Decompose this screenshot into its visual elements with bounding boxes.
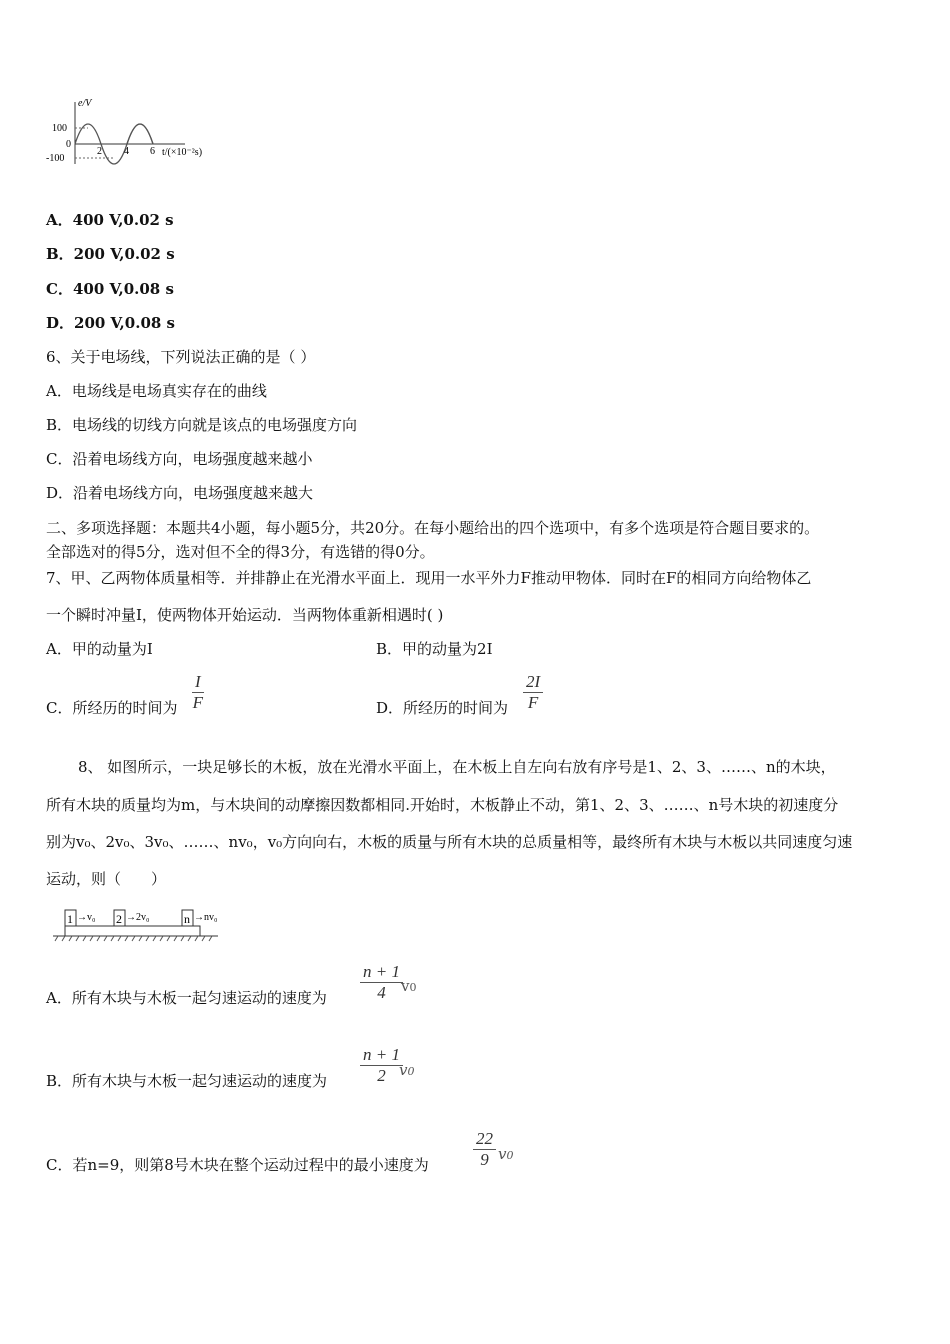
q6-option-c: C．沿着电场线方向，电场强度越来越小 — [46, 450, 313, 468]
q8-option-c: C．若n=9，则第8号木块在整个运动过程中的最小速度为 — [46, 1156, 429, 1174]
v: v — [498, 1145, 507, 1163]
emf-sine-graph — [40, 92, 240, 167]
y-axis-label: e/V — [78, 98, 92, 109]
q5-option-d: D．200 V,0.08 s — [46, 314, 175, 332]
q7-option-b: B．甲的动量为2I — [376, 640, 493, 658]
x-tick: 6 — [150, 146, 155, 157]
q8-option-b: B．所有木块与木板一起匀速运动的速度为 — [46, 1072, 328, 1090]
q7-option-a: A．甲的动量为I — [46, 640, 153, 658]
section2-heading: 二、多项选择题：本题共4小题，每小题5分，共20分。在每小题给出的四个选项中，有多个选项是符合题目要求的。 — [46, 519, 820, 537]
q8-option-a: A．所有木块与木板一起匀速运动的速度为 — [46, 989, 327, 1007]
v: v — [401, 977, 410, 995]
q5-option-c: C．400 V,0.08 s — [46, 280, 174, 298]
y-tick: 100 — [52, 123, 67, 134]
velocity-label: →2v₀ — [126, 912, 150, 923]
subscript: 0 — [506, 1149, 514, 1162]
velocity-label: →v₀ — [77, 912, 96, 923]
q8-stem-line3: 别为v₀、2v₀、3v₀、……、nv₀，v₀方向向右，木板的质量与所有木块的总质量相等，最终所有木块与木板以共同速度匀速 — [46, 833, 853, 851]
denominator: 9 — [480, 1150, 489, 1169]
velocity-label: →nv₀ — [194, 912, 218, 923]
q7-stem-line1: 7、甲、乙两物体质量相等．并排静止在光滑水平面上．现用一水平外力F推动甲物体．同时在F的相同方向给物体乙 — [46, 569, 812, 587]
q8-stem-line4: 运动，则（ ） — [46, 870, 167, 888]
section2-scoring: 全部选对的得5分，选对但不全的得3分，有选错的得0分。 — [46, 543, 435, 561]
q8-fraction-c — [473, 1129, 496, 1170]
numerator: n + 1 — [360, 962, 403, 983]
v0-symbol — [401, 976, 416, 998]
x-tick: 4 — [124, 146, 129, 157]
denominator: 4 — [377, 983, 386, 1002]
q7-option-c: C．所经历的时间为 — [46, 699, 178, 717]
denominator: F — [192, 693, 204, 712]
q8-fraction-a — [360, 962, 403, 1003]
q8-stem-line2: 所有木块的质量均为m，与木块间的动摩擦因数都相同.开始时，木板静止不动，第1、2、3、……、n号木块的初速度分 — [46, 796, 839, 814]
numerator: 22 — [473, 1129, 496, 1150]
y-tick: 0 — [66, 139, 71, 150]
q7-fraction-d — [523, 672, 543, 713]
subscript: 0 — [409, 981, 417, 994]
denominator: 2 — [377, 1066, 386, 1085]
x-tick: 2 — [97, 146, 102, 157]
v0-symbol — [399, 1060, 414, 1082]
denominator: F — [527, 693, 539, 712]
q6-option-b: B．电场线的切线方向就是该点的电场强度方向 — [46, 416, 358, 434]
x-axis-label: t/(×10⁻²s) — [162, 147, 203, 158]
q7-stem-line2: 一个瞬时冲量I，使两物体开始运动．当两物体重新相遇时( ) — [46, 606, 444, 624]
q7-fraction-c — [192, 672, 204, 713]
numerator: I — [192, 672, 204, 693]
q6-option-d: D．沿着电场线方向，电场强度越来越大 — [46, 484, 314, 502]
y-tick: -100 — [46, 153, 65, 164]
q8-fraction-b — [360, 1045, 403, 1086]
q6-option-a: A．电场线是电场真实存在的曲线 — [46, 382, 267, 400]
blocks-on-board-diagram — [50, 903, 225, 943]
v0-symbol — [498, 1144, 513, 1166]
q5-option-b: B．200 V,0.02 s — [46, 245, 175, 263]
q6-stem: 6、关于电场线，下列说法正确的是（ ） — [46, 348, 316, 366]
q8-stem-line1: 8、 如图所示，一块足够长的木板，放在光滑水平面上，在木板上自左向右放有序号是1、2、3、……、n的木块， — [78, 758, 836, 776]
v: v — [399, 1061, 408, 1079]
block-2-label: 2 — [116, 912, 122, 926]
numerator: n + 1 — [360, 1045, 403, 1066]
q7-option-d: D．所经历的时间为 — [376, 699, 509, 717]
subscript: 0 — [407, 1065, 415, 1078]
q5-option-a: A．400 V,0.02 s — [46, 211, 174, 229]
block-n-label: n — [184, 912, 190, 926]
block-1-label: 1 — [67, 912, 73, 926]
numerator: 2I — [523, 672, 543, 693]
